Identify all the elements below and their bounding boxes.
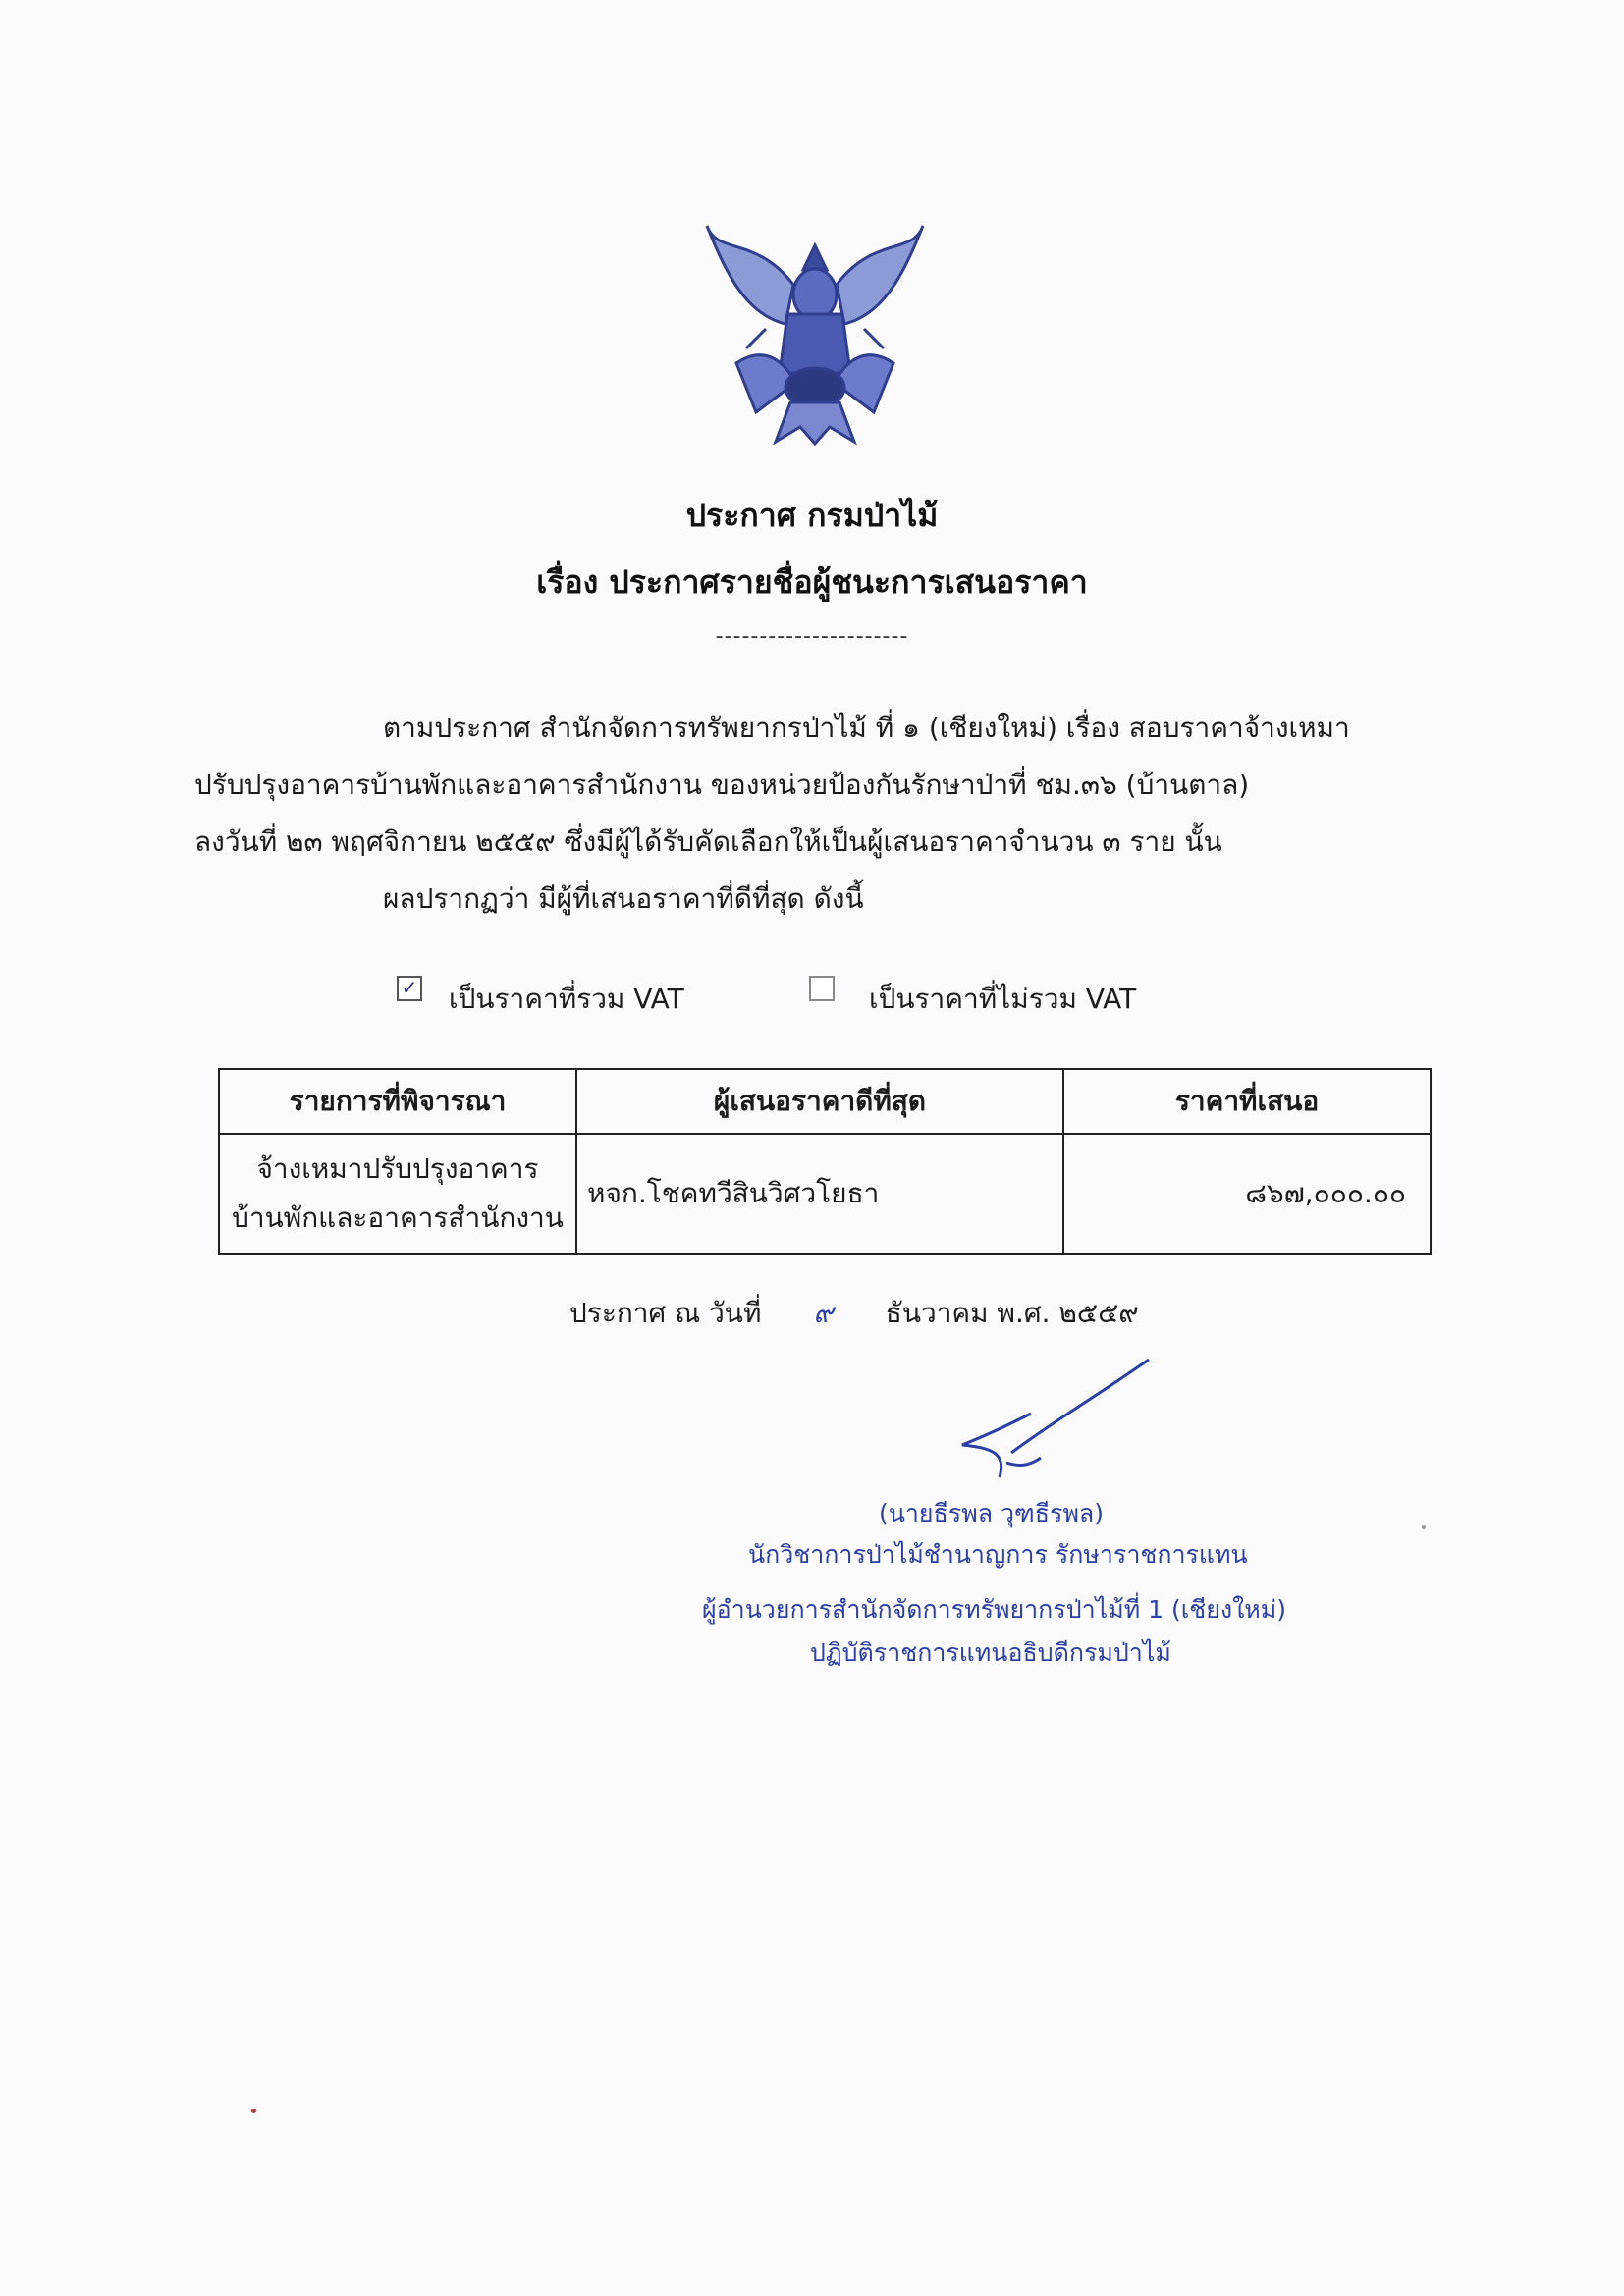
signatory-name: (นายธีรพล วุฑธีรพล): [879, 1499, 1104, 1527]
garuda-emblem-icon: [697, 216, 933, 452]
header-winner: ผู้เสนอราคาดีที่สุด: [576, 1069, 1063, 1134]
body-line-4: ผลปรากฏว่า มีผู้ที่เสนอราคาที่ดีที่สุด ดังนี้: [383, 882, 864, 915]
vat-included-label: เป็นราคาที่รวม VAT: [449, 983, 684, 1015]
cell-price: ๘๖๗,๐๐๐.๐๐: [1063, 1134, 1431, 1254]
vat-excluded-option: [808, 978, 1136, 1021]
item-line-1: จ้างเหมาปรับปรุงอาคาร: [256, 1152, 539, 1185]
cell-item: [219, 1134, 576, 1254]
document-title: ประกาศ กรมป่าไม้: [685, 497, 939, 534]
signatory-position: นักวิชาการป่าไม้ชำนาญการ รักษาราชการแทน: [748, 1540, 1248, 1569]
header-item: รายการที่พิจารณา: [219, 1069, 576, 1134]
table-row: [219, 1134, 1431, 1254]
document-subject: เรื่อง ประกาศรายชื่อผู้ชนะการเสนอราคา: [536, 563, 1088, 601]
vat-included-checkbox[interactable]: ✓: [397, 976, 422, 1001]
announcement-date: [569, 1292, 1139, 1335]
scan-speck: [251, 2109, 256, 2113]
bid-result-table: [218, 1068, 1432, 1255]
signatory-acting-for: ผู้อำนวยการสำนักจัดการทรัพยากรป่าไม้ที่ 1 (เชียงใหม่): [702, 1595, 1287, 1624]
signature-icon: [952, 1355, 1159, 1482]
vat-excluded-label: เป็นราคาที่ไม่รวม VAT: [869, 983, 1137, 1015]
header-price: ราคาที่เสนอ: [1063, 1069, 1431, 1134]
item-line-2: บ้านพักและอาคารสำนักงาน: [232, 1201, 564, 1234]
cell-winner: หจก.โชคทวีสินวิศวโยธา: [576, 1134, 1063, 1254]
body-line-1: ตามประกาศ สำนักจัดการทรัพยากรป่าไม้ ที่ ๑ (เชียงใหม่) เรื่อง สอบราคาจ้างเหมา: [383, 712, 1350, 744]
date-month-year: ธันวาคม พ.ศ. ๒๕๕๙: [885, 1297, 1139, 1329]
scan-speck: [1422, 1525, 1426, 1529]
date-prefix: ประกาศ ณ วันที่: [569, 1297, 762, 1329]
body-line-3: ลงวันที่ ๒๓ พฤศจิกายน ๒๕๕๙ ซึ่งมีผู้ได้รับคัดเลือกให้เป็นผู้เสนอราคาจำนวน ๓ ราย นั้น: [194, 826, 1222, 858]
table-header-row: [219, 1069, 1431, 1134]
body-line-2: ปรับปรุงอาคารบ้านพักและอาคารสำนักงาน ของหน่วยป้องกันรักษาป่าที่ ชม.๓๖ (บ้านตาล): [194, 769, 1250, 801]
title-divider: ----------------------: [715, 624, 909, 649]
date-day: ๙: [813, 1297, 834, 1329]
vat-included-option: [398, 978, 684, 1021]
signatory-on-behalf: ปฏิบัติราชการแทนอธิบดีกรมป่าไม้: [810, 1638, 1171, 1667]
